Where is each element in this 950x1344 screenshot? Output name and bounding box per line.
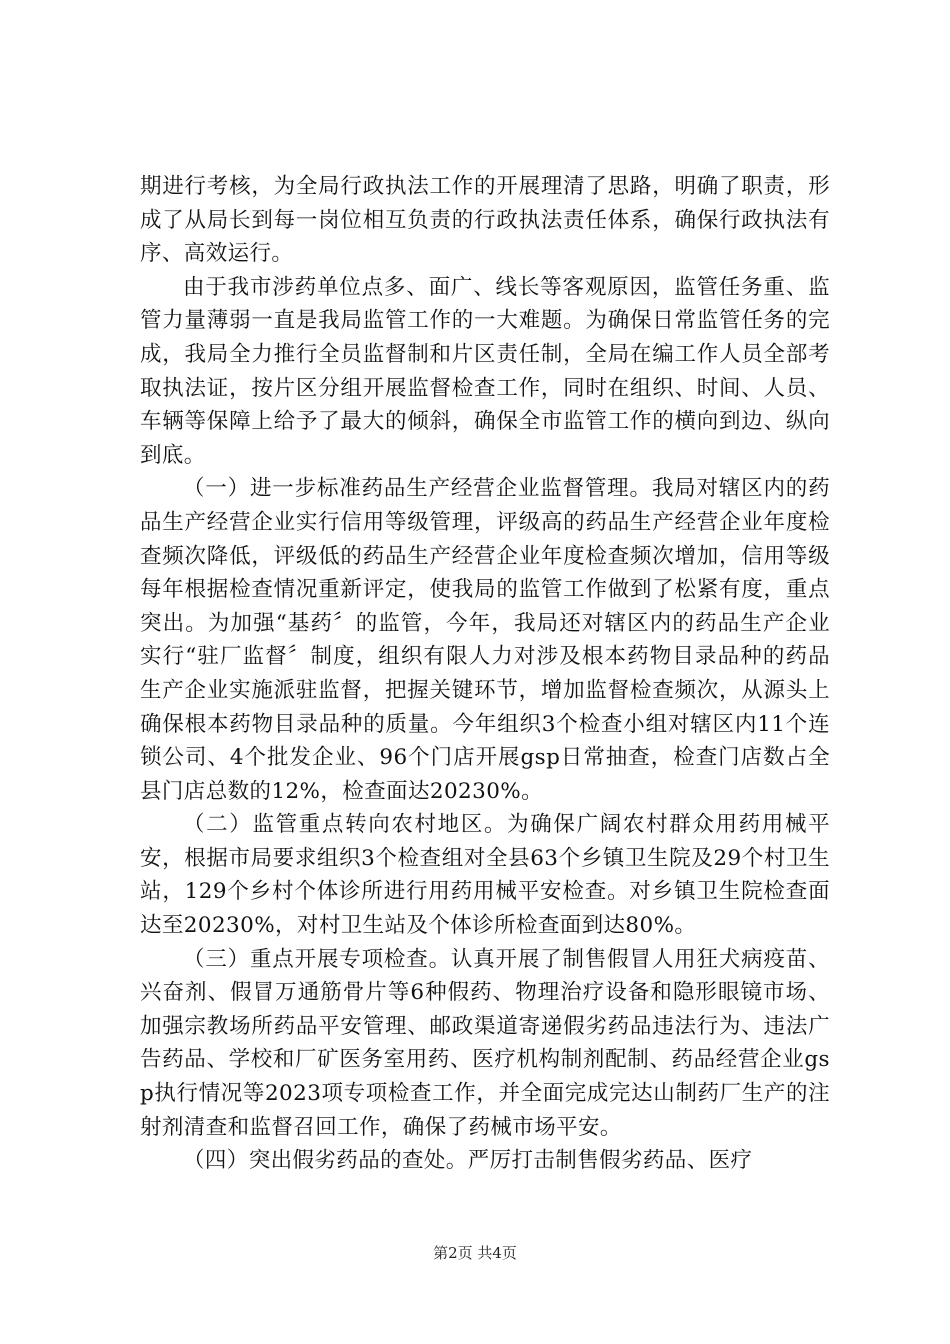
page-number-footer: 第2页 共4页 bbox=[433, 1244, 517, 1262]
paragraph-section-2: （二）监管重点转向农村地区。为确保广阔农村群众用药用械平安，根据市局要求组织3个检查组对全县63个乡镇卫生院及29个村卫生站，129个乡村个体诊所进行用药用械平安检查。对乡镇卫生院检查面达至20230%，对村卫生站及个体诊所检查面到达80%。 bbox=[140, 812, 830, 939]
paragraph-section-3: （三）重点开展专项检查。认真开展了制售假冒人用狂犬病疫苗、兴奋剂、假冒万通筋骨片等6种假药、物理治疗设备和隐形眼镜市场、加强宗教场所药品平安管理、邮政渠道寄递假劣药品违法行为、违法广告药品、学校和厂矿医务室用药、医疗机构制剂配制、药品经营企业gsp执行情况等2023项专项检查工作，并全面完成完达山制药厂生产的注射剂清查和监督召回工作，确保了药械市场平安。 bbox=[140, 946, 830, 1140]
paragraph-continuation: 期进行考核，为全局行政执法工作的开展理清了思路，明确了职责，形成了从局长到每一岗位相互负责的行政执法责任体系，确保行政执法有序、高效运行。 bbox=[140, 174, 830, 267]
paragraph-section-1: （一）进一步标准药品生产经营企业监督管理。我局对辖区内的药品生产经营企业实行信用等级管理，评级高的药品生产经营企业年度检查频次降低，评级低的药品生产经营企业年度检查频次增加，信用等级每年根据检查情况重新评定，使我局的监管工作做到了松紧有度，重点突出。为加强“基药〞的监管，今年，我局还对辖区内的药品生产企业实行“驻厂监督〞制度，组织有限人力对涉及根本药物目录品种的药品生产企业实施派驻监督，把握关键环节，增加监督检查频次，从源头上确保根本药物目录品种的质量。今年组织3个检查小组对辖区内11个连锁公司、4个批发企业、96个门店开展gsp日常抽查，检查门店数占全县门店总数的12%，检查面达20230%。 bbox=[140, 476, 830, 804]
paragraph-section-4: （四）突出假劣药品的查处。严厉打击制售假劣药品、医疗 bbox=[183, 1148, 753, 1174]
document-body bbox=[140, 170, 830, 1178]
paragraph-supervision-overview: 由于我市涉药单位点多、面广、线长等客观原因，监管任务重、监管力量薄弱一直是我局监管工作的一大难题。为确保日常监管任务的完成，我局全力推行全员监督制和片区责任制，全局在编工作人员全部考取执法证，按片区分组开展监督检查工作，同时在组织、时间、人员、车辆等保障上给予了最大的倾斜，确保全市监管工作的横向到边、纵向到底。 bbox=[140, 274, 830, 468]
